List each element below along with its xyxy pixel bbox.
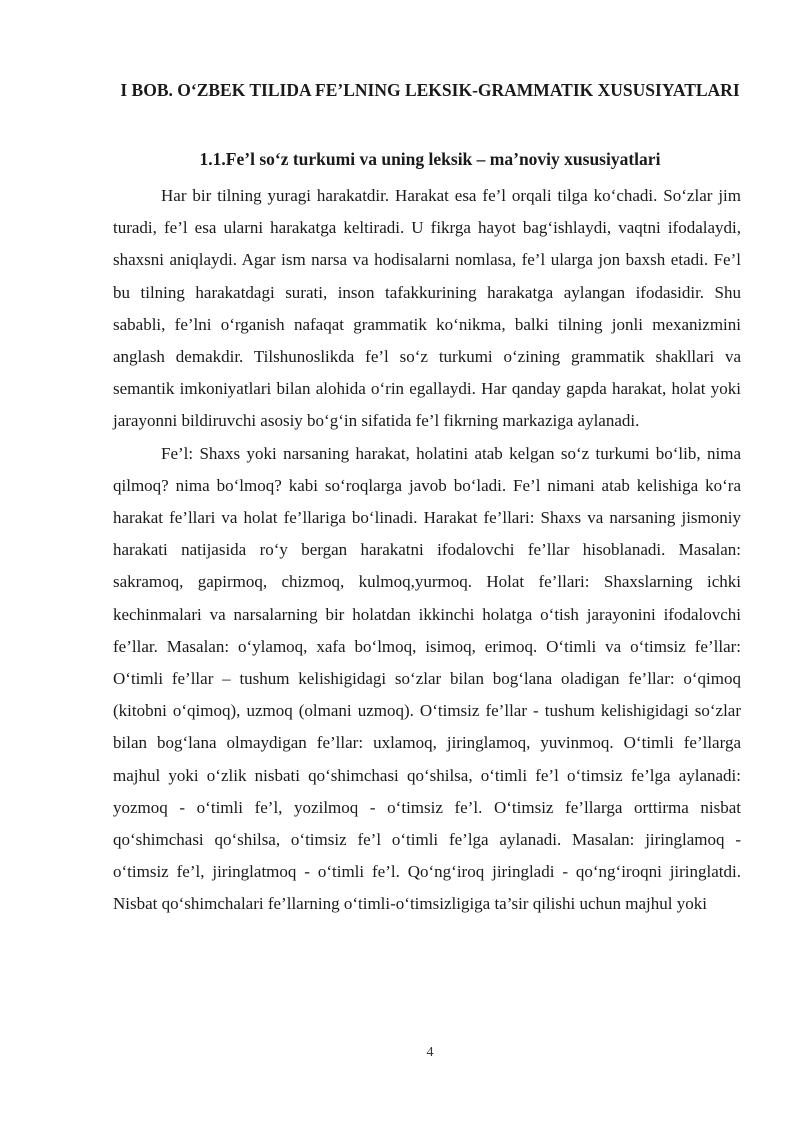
chapter-title: I BOB. O‘ZBEK TILIDA FE’LNING LEKSIK-GRAMMATIK XUSUSIYATLARI	[120, 80, 740, 100]
paragraph: Fe’l: Shaxs yoki narsaning harakat, holatini atab kelgan so‘z turkumi bo‘lib, nima qilmoq? nima bo‘lmoq? kabi so‘roqlarga javob bo‘ladi. Fe’l nimani atab kelishiga ko‘ra harakat fe’llari va holat fe’llariga bo‘linadi. Harakat fe’llari: Shaxs va narsaning jismoniy harakati natijasida ro‘y bergan harakatni ifodalovchi fe’llar hisoblanadi. Masalan: sakramoq, gapirmoq, chizmoq, kulmoq,yurmoq. Holat fe’llari: Shaxslarning ichki kechinmalari va narsalarning bir holatdan ikkinchi holatga o‘tish jarayonini ifodalovchi fe’llar. Masalan: o‘ylamoq, xafa bo‘lmoq, isimoq, erimoq. O‘timli va o‘timsiz fe’llar: O‘timli fe’llar – tushum kelishigidagi so‘zlar bilan bog‘lana oladigan fe’llar: o‘qimoq (kitobni o‘qimoq), uzmoq (olmani uzmoq). O‘timsiz fe’llar - tushum kelishigidagi so‘zlar bilan bog‘lana olmaydigan fe’llar: uxlamoq, jiringlamoq, yuvinmoq. O‘timli fe’llarga majhul yoki o‘zlik nisbati qo‘shimchasi qo‘shilsa, o‘timli fe’l o‘timsiz fe’lga aylanadi: yozmoq - o‘timli fe’l, yozilmoq - o‘timsiz fe’l. O‘timsiz fe’llarga orttirma nisbat qo‘shimchasi qo‘shilsa, o‘timsiz fe’l o‘timli fe’lga aylanadi. Masalan: jiringlamoq - o‘timsiz fe’l, jiringlatmoq - o‘timli fe’l. Qo‘ng‘iroq jiringladi - qo‘ng‘iroqni jiringlatdi. Nisbat qo‘shimchalari fe’llarning o‘timli-o‘timsizligiga ta’sir qilishi uchun majhul yoki	[113, 443, 741, 914]
section-title: 1.1.Fe’l so‘z turkumi va uning leksik – ma’noviy xususiyatlari	[199, 149, 661, 169]
paragraph: Har bir tilning yuragi harakatdir. Harakat esa fe’l orqali tilga ko‘chadi. So‘zlar jim turadi, fe’l esa ularni harakatga keltiradi. U fikrga hayot bag‘ishlaydi, vaqtni ifodalaydi, shaxsni aniqlaydi. Agar ism narsa va hodisalarni nomlasa, fe’l ularga jon baxsh etadi. Fe’l bu tilning harakatdagi surati, inson tafakkurining harakatga aylangan ifodasidir. Shu sababli, fe’lni o‘rganish nafaqat grammatik ko‘nikma, balki tilning jonli mexanizmini anglash demakdir. Tilshunoslikda fe’l so‘z turkumi o‘zining grammatik shakllari va semantik imkoniyatlari bilan alohida o‘rin egallaydi. Har qanday gapda harakat, holat yoki jarayonni bildiruvchi asosiy bo‘g‘in sifatida fe’l fikrning markaziga aylanadi.	[113, 186, 741, 431]
body-text	[113, 180, 741, 921]
page-number: 4	[426, 1045, 434, 1060]
